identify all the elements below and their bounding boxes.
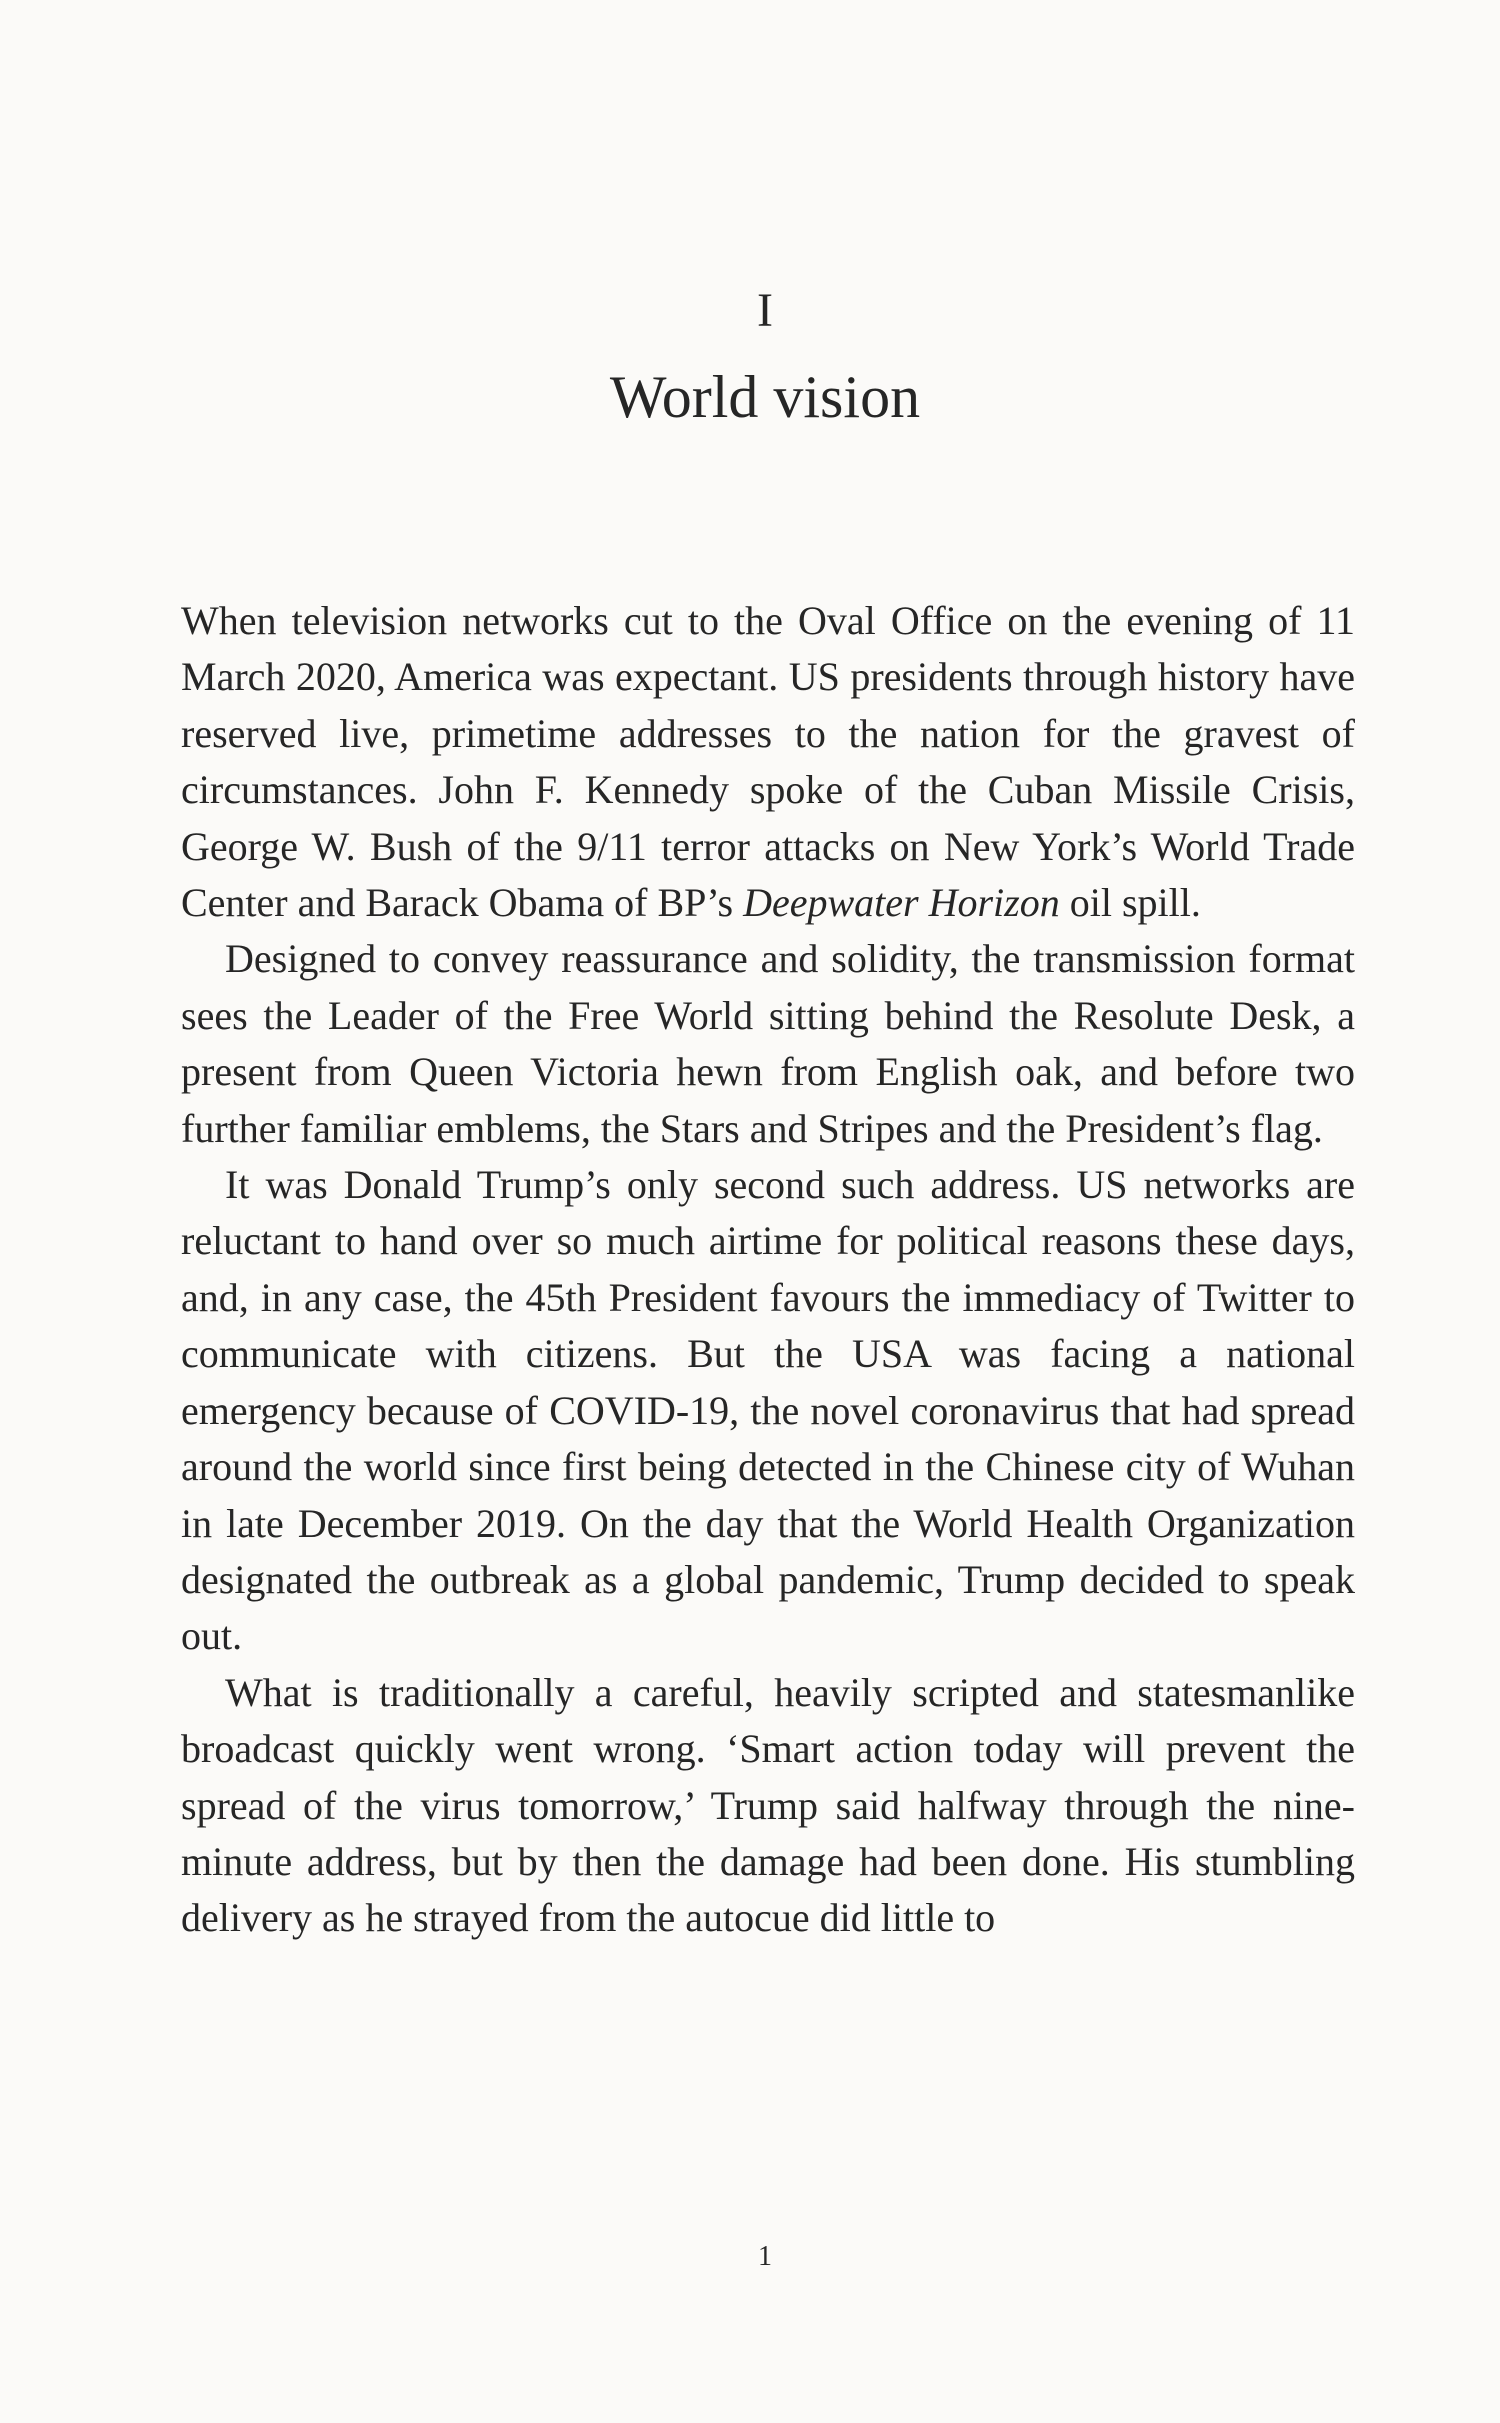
paragraph-1 bbox=[181, 593, 1355, 931]
page-number: 1 bbox=[758, 2241, 772, 2272]
paragraph-3: It was Donald Trump’s only second such address. US networks are reluctant to hand over so much airtime for political reasons these days, and, in any case, the 45th President favours the immediacy of Twitter to communicate with citizens. But the USA was facing a national emergency because of COVID-19, the novel coronavirus that had spread around the world since first being detected in the Chinese city of Wuhan in late December 2019. On the day that the World Health Organization designated the outbreak as a global pandemic, Trump decided to speak out. bbox=[181, 1162, 1355, 1659]
paragraph-1-text: When television networks cut to the Oval Office on the evening of 11 March 2020, America was expectant. US presidents through history have reserved live, primetime addresses to the nation for the gravest of circumstances. John F. Kennedy spoke of the Cuban Missile Crisis, George W. Bush of the 9/11 terror attacks on New York’s World Trade Center and Barack Obama of BP’s bbox=[181, 598, 1355, 926]
chapter-number: I bbox=[757, 284, 773, 337]
body-text bbox=[181, 593, 1355, 1947]
paragraph-2: Designed to convey reassurance and solidity, the transmission format sees the Leader of the Free World sitting behind the Resolute Desk, a present from Queen Victoria hewn from English oak, and before two further familiar emblems, the Stars and Stripes and the President’s flag. bbox=[181, 936, 1355, 1151]
paragraph-4: What is traditionally a careful, heavily scripted and statesmanlike broadcast quickly went wrong. ‘Smart action today will prevent the spread of the virus tomorrow,’ Trump said halfway through the nine-minute address, but by then the damage had been done. His stumbling delivery as he strayed from the autocue did little to bbox=[181, 1669, 1355, 1941]
ship-name-emphasis: Deepwater Horizon bbox=[743, 880, 1060, 926]
chapter-title: World vision bbox=[609, 364, 921, 430]
paragraph-1-ending: oil spill. bbox=[1059, 880, 1201, 926]
